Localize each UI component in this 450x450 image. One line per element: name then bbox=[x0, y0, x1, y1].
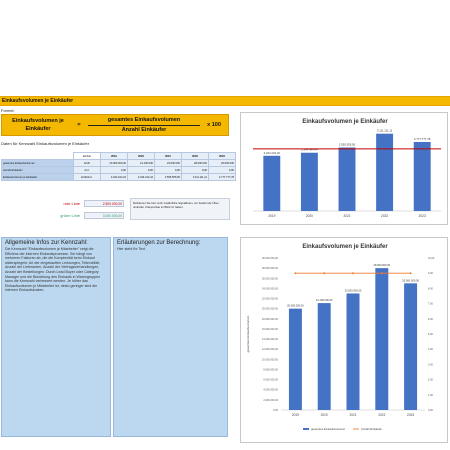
data-section-label: Daten für Kennzahl Einkaufsvolumen je Einkäufer bbox=[1, 141, 90, 146]
red-line-label: rote Linie bbox=[63, 201, 80, 206]
y2-tick-label: 10,00 bbox=[428, 257, 435, 260]
data-label: 2.222.222,22 bbox=[263, 150, 280, 155]
formula-lhs-line2: Einkäufer bbox=[25, 126, 51, 132]
fraction-bar bbox=[88, 125, 200, 126]
table-cell[interactable]: 9,00 bbox=[101, 167, 128, 174]
y-tick-label: 4.000.000,00 bbox=[263, 388, 278, 392]
table-cell[interactable]: 23.000.000 bbox=[155, 160, 182, 167]
table-header-cell: 2019 bbox=[101, 153, 128, 160]
row-unit: EUR/Anz. bbox=[74, 174, 101, 181]
chart-1-svg bbox=[241, 113, 449, 226]
bar bbox=[301, 153, 318, 211]
formula-label: Formel: bbox=[1, 108, 15, 113]
y-tick-label: 0,00 bbox=[273, 409, 278, 412]
green-line-label: grüne Linie bbox=[60, 213, 80, 218]
formula-equals: = bbox=[77, 122, 81, 128]
row-label: Anzahl Einkäufer bbox=[2, 167, 74, 174]
explanation-title: Erläuterungen zur Berechnung: bbox=[117, 240, 201, 246]
line-point bbox=[294, 272, 296, 274]
bar bbox=[375, 268, 388, 410]
data-label: 2.777.777,78 bbox=[414, 136, 431, 141]
y2-tick-label: 6,00 bbox=[428, 317, 433, 321]
formula-factor: x 100 bbox=[207, 122, 221, 128]
bar bbox=[318, 303, 331, 410]
line-point bbox=[410, 272, 412, 274]
table-cell: 2.222.222,22 bbox=[101, 174, 128, 181]
x-tick-label: 2020 bbox=[305, 214, 313, 218]
x-tick-label: 2019 bbox=[291, 413, 299, 417]
y-axis-title: gesamtes Einkaufsvolumen bbox=[246, 315, 250, 353]
y-tick-label: 10.000.000,00 bbox=[262, 358, 278, 362]
table-cell: 2.777.777,78 bbox=[209, 174, 236, 181]
formula-numerator: gesamtes Einkaufsvolumen bbox=[107, 117, 181, 123]
table-corner bbox=[2, 153, 74, 160]
data-label: 3.111.111,11 bbox=[376, 128, 393, 133]
table-header-cell: 2022 bbox=[182, 153, 209, 160]
chart-2-title: Einkaufsvolumen je Einkäufer bbox=[302, 244, 388, 250]
data-label: 20.000.000,00 bbox=[287, 304, 304, 308]
data-label: 25.000.000,00 bbox=[402, 279, 419, 283]
table-cell[interactable]: 9,00 bbox=[182, 167, 209, 174]
x-tick-label: 2021 bbox=[349, 413, 357, 417]
table-header-row bbox=[2, 153, 236, 160]
x-tick-label: 2022 bbox=[381, 214, 389, 218]
legend-label: gesamtes Einkaufsvolumen bbox=[311, 427, 346, 431]
table-header-cell: Einheit bbox=[74, 153, 101, 160]
info-panel bbox=[1, 237, 111, 437]
y2-tick-label: 0,00 bbox=[428, 409, 433, 412]
y-tick-label: 24.000.000,00 bbox=[262, 287, 278, 291]
table-cell: 3.111.111,11 bbox=[182, 174, 209, 181]
chart-1-title: Einkaufsvolumen je Einkäufer bbox=[302, 119, 388, 125]
formula-box bbox=[1, 114, 229, 136]
y-tick-label: 6.000.000,00 bbox=[263, 378, 278, 382]
y2-tick-label: 3,00 bbox=[428, 363, 433, 367]
chart-1 bbox=[240, 112, 448, 225]
bar bbox=[376, 134, 393, 211]
y-tick-label: 2.000.000,00 bbox=[263, 398, 278, 402]
table-row bbox=[2, 160, 236, 167]
y-tick-label: 20.000.000,00 bbox=[262, 307, 278, 311]
table-row bbox=[2, 167, 236, 174]
x-tick-label: 2023 bbox=[407, 413, 415, 417]
row-unit: Anz. bbox=[74, 167, 101, 174]
chart-2-svg bbox=[241, 238, 449, 444]
y-tick-label: 30.000.000,00 bbox=[262, 257, 278, 260]
table-header-cell: 2020 bbox=[128, 153, 155, 160]
explanation-panel bbox=[113, 237, 228, 437]
x-tick-label: 2023 bbox=[418, 214, 426, 218]
y-tick-label: 12.000.000,00 bbox=[262, 348, 278, 352]
y-tick-label: 18.000.000,00 bbox=[262, 317, 278, 321]
y-tick-label: 22.000.000,00 bbox=[262, 297, 278, 301]
bar bbox=[263, 156, 280, 211]
explanation-body[interactable]: Hier steht Ihr Text bbox=[117, 247, 146, 251]
info-title: Allgemeine Infos zur Kennzahl: bbox=[5, 240, 88, 246]
x-tick-label: 2021 bbox=[343, 214, 351, 218]
row-label: gesamtes Einkaufsvolumen bbox=[2, 160, 74, 167]
table-cell[interactable]: 9,00 bbox=[155, 167, 182, 174]
formula-denominator: Anzahl Einkäufer bbox=[121, 127, 167, 133]
formula-lhs-line1: Einkaufsvolumen je bbox=[12, 118, 64, 124]
data-label: 23.000.000,00 bbox=[344, 289, 362, 293]
y2-tick-label: 9,00 bbox=[428, 272, 433, 276]
table-cell[interactable]: 28.000.000 bbox=[182, 160, 209, 167]
y-tick-label: 14.000.000,00 bbox=[262, 338, 278, 342]
line-point bbox=[381, 272, 383, 274]
table-header-cell: 2023 bbox=[209, 153, 236, 160]
y2-tick-label: 2,00 bbox=[428, 378, 433, 382]
legend-label: Anzahl Einkäufer bbox=[361, 427, 383, 431]
legend-swatch bbox=[303, 428, 309, 430]
x-tick-label: 2022 bbox=[378, 413, 386, 417]
red-line-value[interactable]: 2.500.000,00 bbox=[84, 200, 124, 207]
bar bbox=[404, 283, 417, 410]
line-point bbox=[352, 272, 354, 274]
data-label: 2.555.555,56 bbox=[338, 142, 356, 147]
y-tick-label: 16.000.000,00 bbox=[262, 327, 278, 331]
x-tick-label: 2020 bbox=[320, 413, 328, 417]
info-body: Die Kennzahl "Einkaufsvolumen je Mitarbeiter" zeigt die Effizienz der internen Einkaufsprozesse. Sie hängt von mehreren Faktoren ab, die die Komplexität beim Einkauf widerspiegeln: Art der eingekauften Leistungen, Teilevielfalt, Anzahl der Lieferanten, Anzahl der Vertragsverhandlungen, Anzahl der Bestellungen. Durch Lead Buyer oder Category Manager und die Bündelung des Einkaufs in Warengruppen kann die Kennzahl verbessert werden. Je höher das Einkaufsvolumen je Mitarbeiter ist, desto geringer sind die internen Einkaufskosten. bbox=[5, 247, 101, 293]
y2-tick-label: 8,00 bbox=[428, 287, 433, 291]
y2-tick-label: 7,00 bbox=[428, 302, 433, 306]
line-point bbox=[323, 272, 325, 274]
data-label: 2.344.444,44 bbox=[301, 147, 318, 152]
table-cell[interactable]: 9,00 bbox=[128, 167, 155, 174]
table-cell[interactable]: 20.000.000,00 bbox=[101, 160, 128, 167]
y-tick-label: 8.000.000,00 bbox=[263, 368, 278, 372]
signal-lines-note: Definieren Sie hier noch zusätzliche Signallinien, um bestimmte Über- und/oder Unterpunkte im Blick zu haben. bbox=[130, 198, 230, 220]
y2-tick-label: 1,00 bbox=[428, 393, 433, 397]
y-tick-label: 26.000.000,00 bbox=[262, 277, 278, 281]
y2-tick-label: 4,00 bbox=[428, 348, 433, 352]
y2-tick-label: 5,00 bbox=[428, 333, 433, 336]
chart-2 bbox=[240, 237, 448, 443]
table-cell: 2.555.555,56 bbox=[155, 174, 182, 181]
data-table bbox=[1, 152, 236, 181]
bar bbox=[414, 142, 431, 211]
table-cell: 2.344.444,44 bbox=[128, 174, 155, 181]
row-unit: EUR bbox=[74, 160, 101, 167]
table-row bbox=[2, 174, 236, 181]
green-line-value[interactable]: 3.000.000,00 bbox=[84, 212, 124, 219]
data-label: 21.100.000,00 bbox=[315, 299, 333, 303]
bar bbox=[347, 293, 360, 410]
table-cell[interactable]: 21.100.000 bbox=[128, 160, 155, 167]
sheet-title: Einkaufsvolumen je Einkäufer bbox=[0, 96, 450, 106]
bar bbox=[339, 147, 356, 211]
x-tick-label: 2019 bbox=[268, 214, 276, 218]
data-label: 28.000.000,00 bbox=[373, 264, 391, 268]
y-tick-label: 28.000.000,00 bbox=[262, 267, 278, 271]
bar bbox=[289, 309, 302, 410]
table-cell[interactable]: 25.000.000 bbox=[209, 160, 236, 167]
table-header-cell: 2021 bbox=[155, 153, 182, 160]
table-cell[interactable]: 9,00 bbox=[209, 167, 236, 174]
row-label: Einkaufsvolumen je Einkäufer bbox=[2, 174, 74, 181]
